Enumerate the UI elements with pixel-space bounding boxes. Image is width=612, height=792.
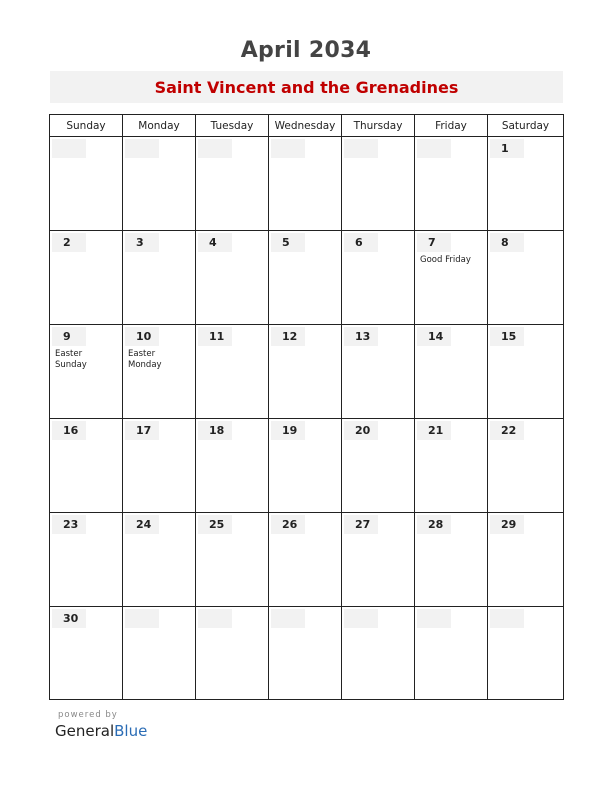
- calendar-grid: [49, 114, 564, 700]
- day-cell[interactable]: [488, 325, 563, 418]
- day-number: [417, 139, 451, 158]
- day-cell[interactable]: [50, 137, 123, 230]
- weekday-header-row: [50, 115, 563, 137]
- day-cell[interactable]: [269, 137, 342, 230]
- day-number: 20: [344, 421, 378, 440]
- day-cell[interactable]: [196, 231, 269, 324]
- day-cell[interactable]: [269, 513, 342, 606]
- weekday-header: Monday: [123, 115, 196, 136]
- day-cell[interactable]: [50, 419, 123, 512]
- day-cell[interactable]: [415, 607, 488, 700]
- day-cell[interactable]: [50, 325, 123, 418]
- day-cell[interactable]: [342, 231, 415, 324]
- day-cell[interactable]: [269, 231, 342, 324]
- day-cell[interactable]: [488, 607, 563, 700]
- day-number: 14: [417, 327, 451, 346]
- day-cell[interactable]: [269, 325, 342, 418]
- day-cell[interactable]: [342, 419, 415, 512]
- day-number: 5: [271, 233, 305, 252]
- country-banner: [50, 71, 563, 103]
- day-cell[interactable]: [415, 137, 488, 230]
- day-cell[interactable]: [342, 137, 415, 230]
- day-number: [344, 609, 378, 628]
- weekday-header: Tuesday: [196, 115, 269, 136]
- day-number: [198, 139, 232, 158]
- week-row: [50, 419, 563, 513]
- day-number: 1: [490, 139, 524, 158]
- day-cell[interactable]: [196, 607, 269, 700]
- day-cell[interactable]: [488, 137, 563, 230]
- day-cell[interactable]: [196, 137, 269, 230]
- brand-general-text: General: [55, 722, 115, 740]
- weekday-header: Thursday: [342, 115, 415, 136]
- weekday-header: Saturday: [501, 119, 550, 132]
- day-number: [125, 139, 159, 158]
- week-row: [50, 231, 563, 325]
- page-title: April 2034: [240, 38, 372, 63]
- day-cell[interactable]: [123, 513, 196, 606]
- day-number: 9: [52, 327, 86, 346]
- day-number: [271, 609, 305, 628]
- day-number: 30: [52, 609, 86, 628]
- day-cell[interactable]: [342, 607, 415, 700]
- day-number: [490, 609, 524, 628]
- day-number: 2: [52, 233, 86, 252]
- day-cell[interactable]: [415, 231, 488, 324]
- week-row: [50, 325, 563, 419]
- country-name: Saint Vincent and the Grenadines: [154, 77, 459, 97]
- day-number: 18: [198, 421, 232, 440]
- day-cell[interactable]: [415, 419, 488, 512]
- day-cell[interactable]: [123, 607, 196, 700]
- day-number: 8: [490, 233, 524, 252]
- day-number: 4: [198, 233, 232, 252]
- day-cell[interactable]: [196, 419, 269, 512]
- holiday-label: Easter Sunday: [55, 349, 87, 370]
- day-number: 10: [125, 327, 159, 346]
- day-number: 22: [490, 421, 524, 440]
- day-number: 13: [344, 327, 378, 346]
- day-cell[interactable]: [342, 513, 415, 606]
- week-row: [50, 607, 563, 700]
- day-cell[interactable]: [123, 325, 196, 418]
- day-number: [271, 139, 305, 158]
- day-cell[interactable]: [50, 231, 123, 324]
- day-cell[interactable]: [269, 419, 342, 512]
- day-number: 15: [490, 327, 524, 346]
- day-number: 26: [271, 515, 305, 534]
- generalblue-logo[interactable]: [55, 722, 147, 740]
- week-row: [50, 137, 563, 231]
- day-cell[interactable]: [488, 513, 563, 606]
- day-number: 6: [344, 233, 378, 252]
- day-number: 11: [198, 327, 232, 346]
- day-number: 27: [344, 515, 378, 534]
- calendar-weeks: [50, 137, 563, 700]
- day-cell[interactable]: [415, 513, 488, 606]
- day-number: [198, 609, 232, 628]
- day-number: 17: [125, 421, 159, 440]
- day-cell[interactable]: [196, 325, 269, 418]
- day-number: [417, 609, 451, 628]
- holiday-label: Easter Monday: [128, 349, 162, 370]
- day-number: 19: [271, 421, 305, 440]
- day-cell[interactable]: [196, 513, 269, 606]
- day-cell[interactable]: [269, 607, 342, 700]
- day-cell[interactable]: [123, 419, 196, 512]
- weekday-header: Sunday: [50, 115, 123, 136]
- day-number: 12: [271, 327, 305, 346]
- day-cell[interactable]: [342, 325, 415, 418]
- day-cell[interactable]: [50, 607, 123, 700]
- day-cell[interactable]: [488, 419, 563, 512]
- day-number: [344, 139, 378, 158]
- day-number: [125, 609, 159, 628]
- powered-by-label: powered by: [58, 710, 118, 720]
- day-cell[interactable]: [415, 325, 488, 418]
- day-number: 29: [490, 515, 524, 534]
- weekday-header: Friday: [415, 115, 488, 136]
- day-number: 16: [52, 421, 86, 440]
- day-number: 7: [417, 233, 451, 252]
- day-number: 21: [417, 421, 451, 440]
- day-cell[interactable]: [50, 513, 123, 606]
- weekday-header: Wednesday: [269, 115, 342, 136]
- week-row: [50, 513, 563, 607]
- day-number: 3: [125, 233, 159, 252]
- holiday-label: Good Friday: [420, 255, 471, 265]
- day-number: 24: [125, 515, 159, 534]
- day-number: [52, 139, 86, 158]
- day-number: 28: [417, 515, 451, 534]
- day-cell[interactable]: [123, 231, 196, 324]
- day-number: 25: [198, 515, 232, 534]
- day-number: 23: [52, 515, 86, 534]
- day-cell[interactable]: [488, 231, 563, 324]
- brand-blue-text: Blue: [114, 722, 148, 740]
- day-cell[interactable]: [123, 137, 196, 230]
